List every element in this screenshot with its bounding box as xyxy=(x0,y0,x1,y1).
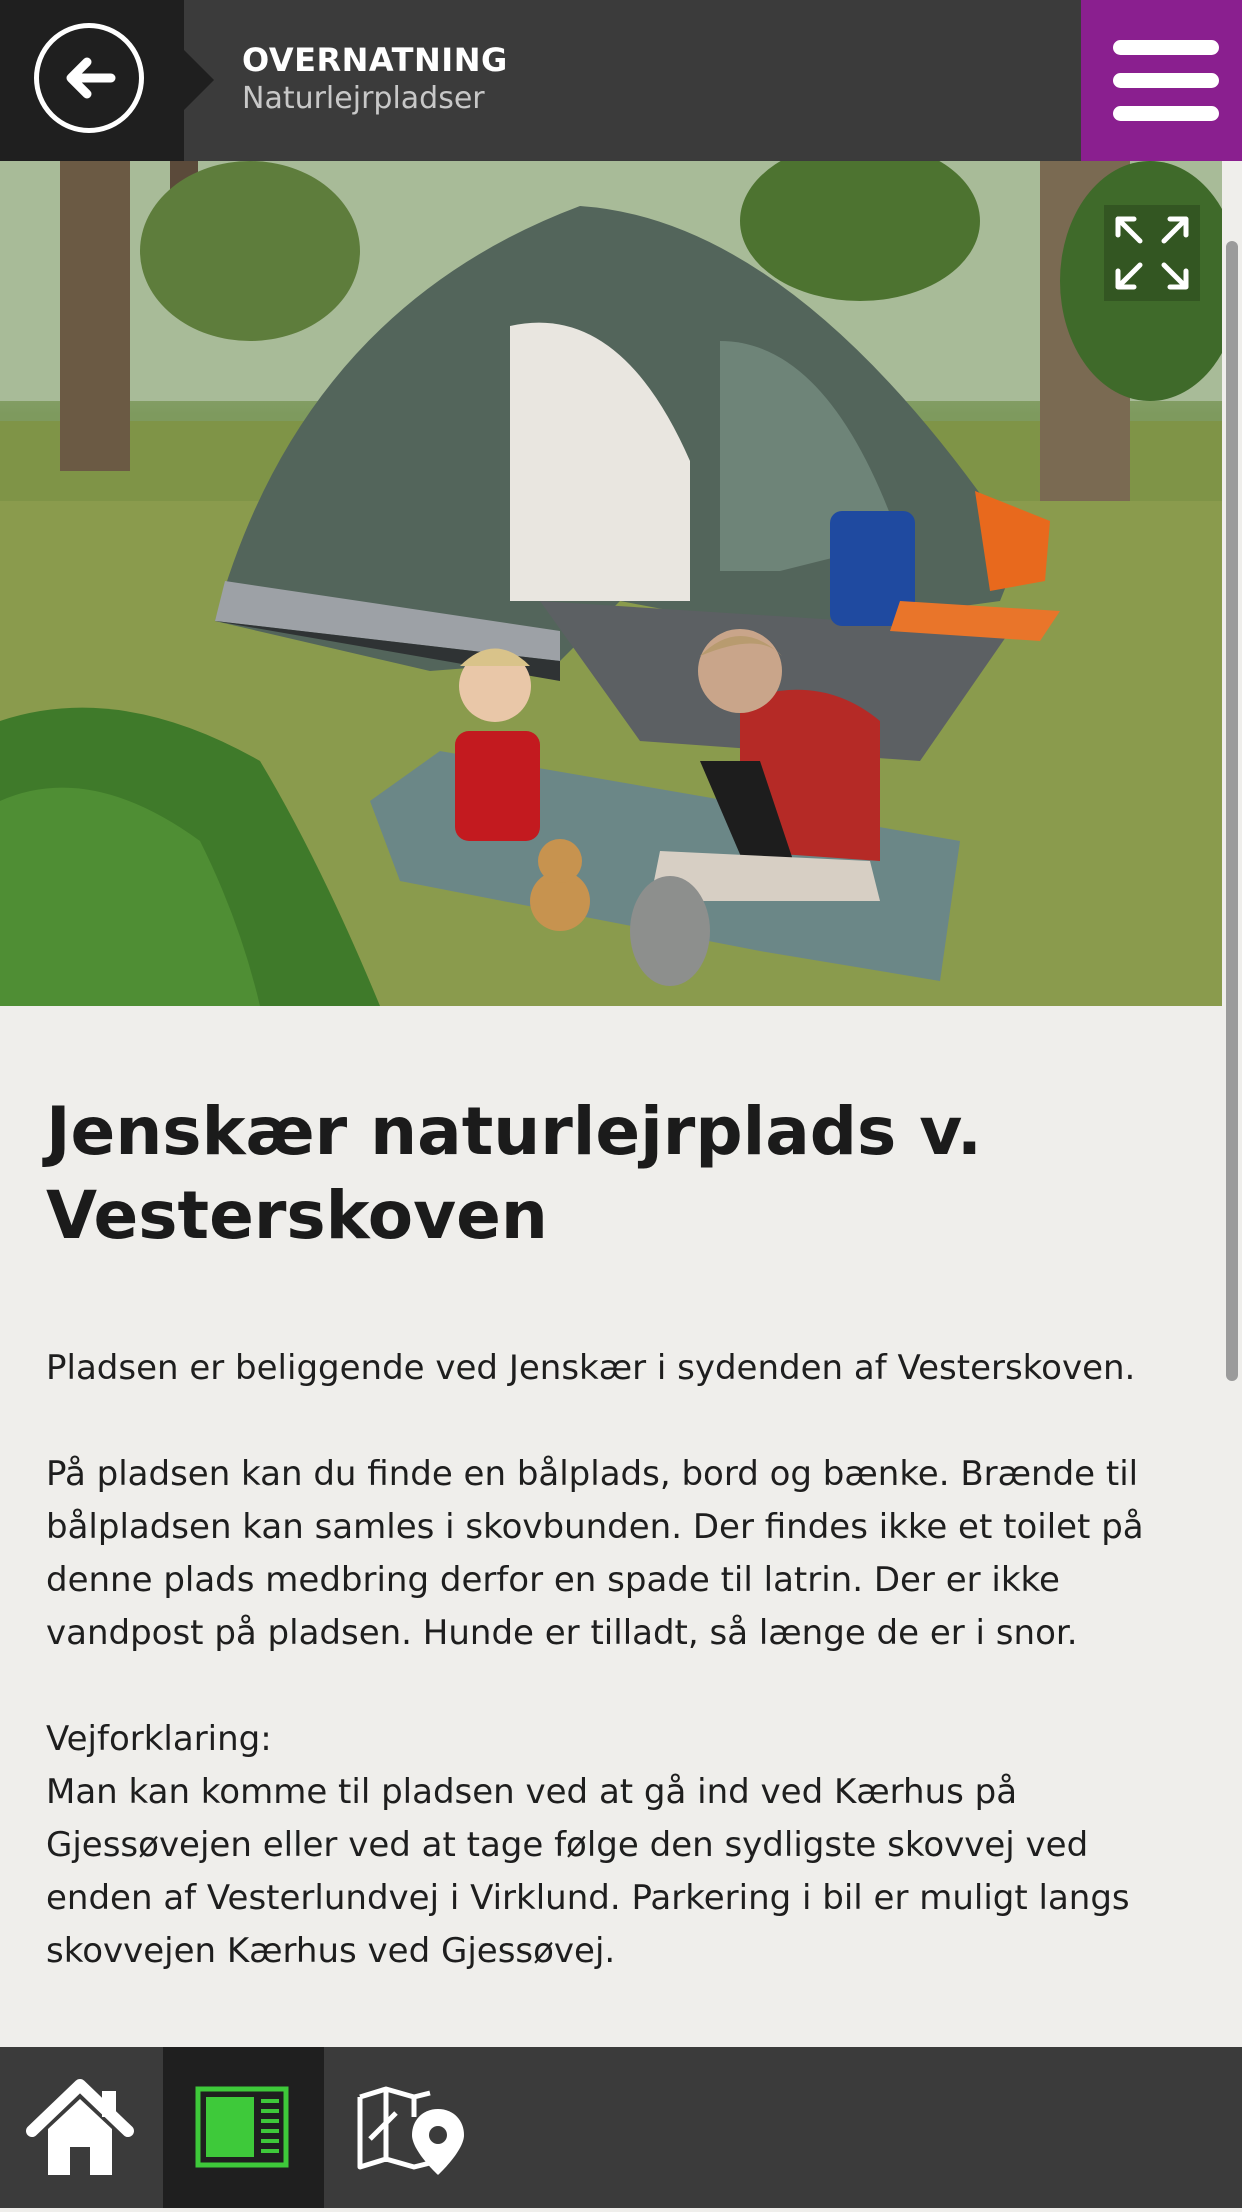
article-paragraph-2: På pladsen kan du finde en bålplads, bord og bænke. Brænde til bålpladsen kan samles i skovbunden. Der findes ikke et toilet på denne plads medbring derfor en spade til latrin. Der er ikke vandpost på pladsen. Hunde er tilladt, så længe de er i snor. xyxy=(46,1454,1144,1653)
directions-text: Man kan komme til pladsen ved at gå ind ved Kærhus på Gjessøvejen eller ved at tage følge den sydligste skovvej ved enden af Vesterlundvej i Virklund. Parkering i bil er muligt langs skovvejen Kærhus ved Gjessøvej. xyxy=(46,1772,1130,1971)
article-content xyxy=(46,1090,1196,2031)
bottom-navigation xyxy=(0,2047,1242,2208)
menu-button[interactable] xyxy=(1081,0,1242,161)
map-pin-icon xyxy=(326,2047,487,2208)
nav-home-button[interactable] xyxy=(0,2047,161,2208)
back-button[interactable] xyxy=(0,0,184,161)
fullscreen-expand-icon xyxy=(1104,205,1200,301)
header-title: OVERNATNING xyxy=(242,41,508,79)
nav-map-button[interactable] xyxy=(326,2047,487,2208)
scrollbar[interactable] xyxy=(1226,161,1238,1381)
hero-photo xyxy=(0,161,1222,1006)
article-title: Jenskær naturlejrplads v. Vesterskoven xyxy=(46,1093,982,1254)
home-icon xyxy=(0,2047,161,2208)
nav-list-button[interactable] xyxy=(163,2047,324,2208)
header-titles xyxy=(242,40,508,118)
photo-tent-family-camping xyxy=(0,161,1222,1006)
header-subtitle: Naturlejrpladser xyxy=(242,81,485,116)
scrollbar-thumb[interactable] xyxy=(1226,241,1238,1381)
directions-label: Vejforklaring: xyxy=(46,1719,272,1759)
list-view-icon xyxy=(163,2047,324,2208)
top-header xyxy=(0,0,1242,161)
back-arrow-icon xyxy=(34,23,144,133)
fullscreen-button[interactable] xyxy=(1104,205,1200,301)
article-paragraph-1: Pladsen er beliggende ved Jenskær i sydenden af Vesterskoven. xyxy=(46,1348,1136,1388)
